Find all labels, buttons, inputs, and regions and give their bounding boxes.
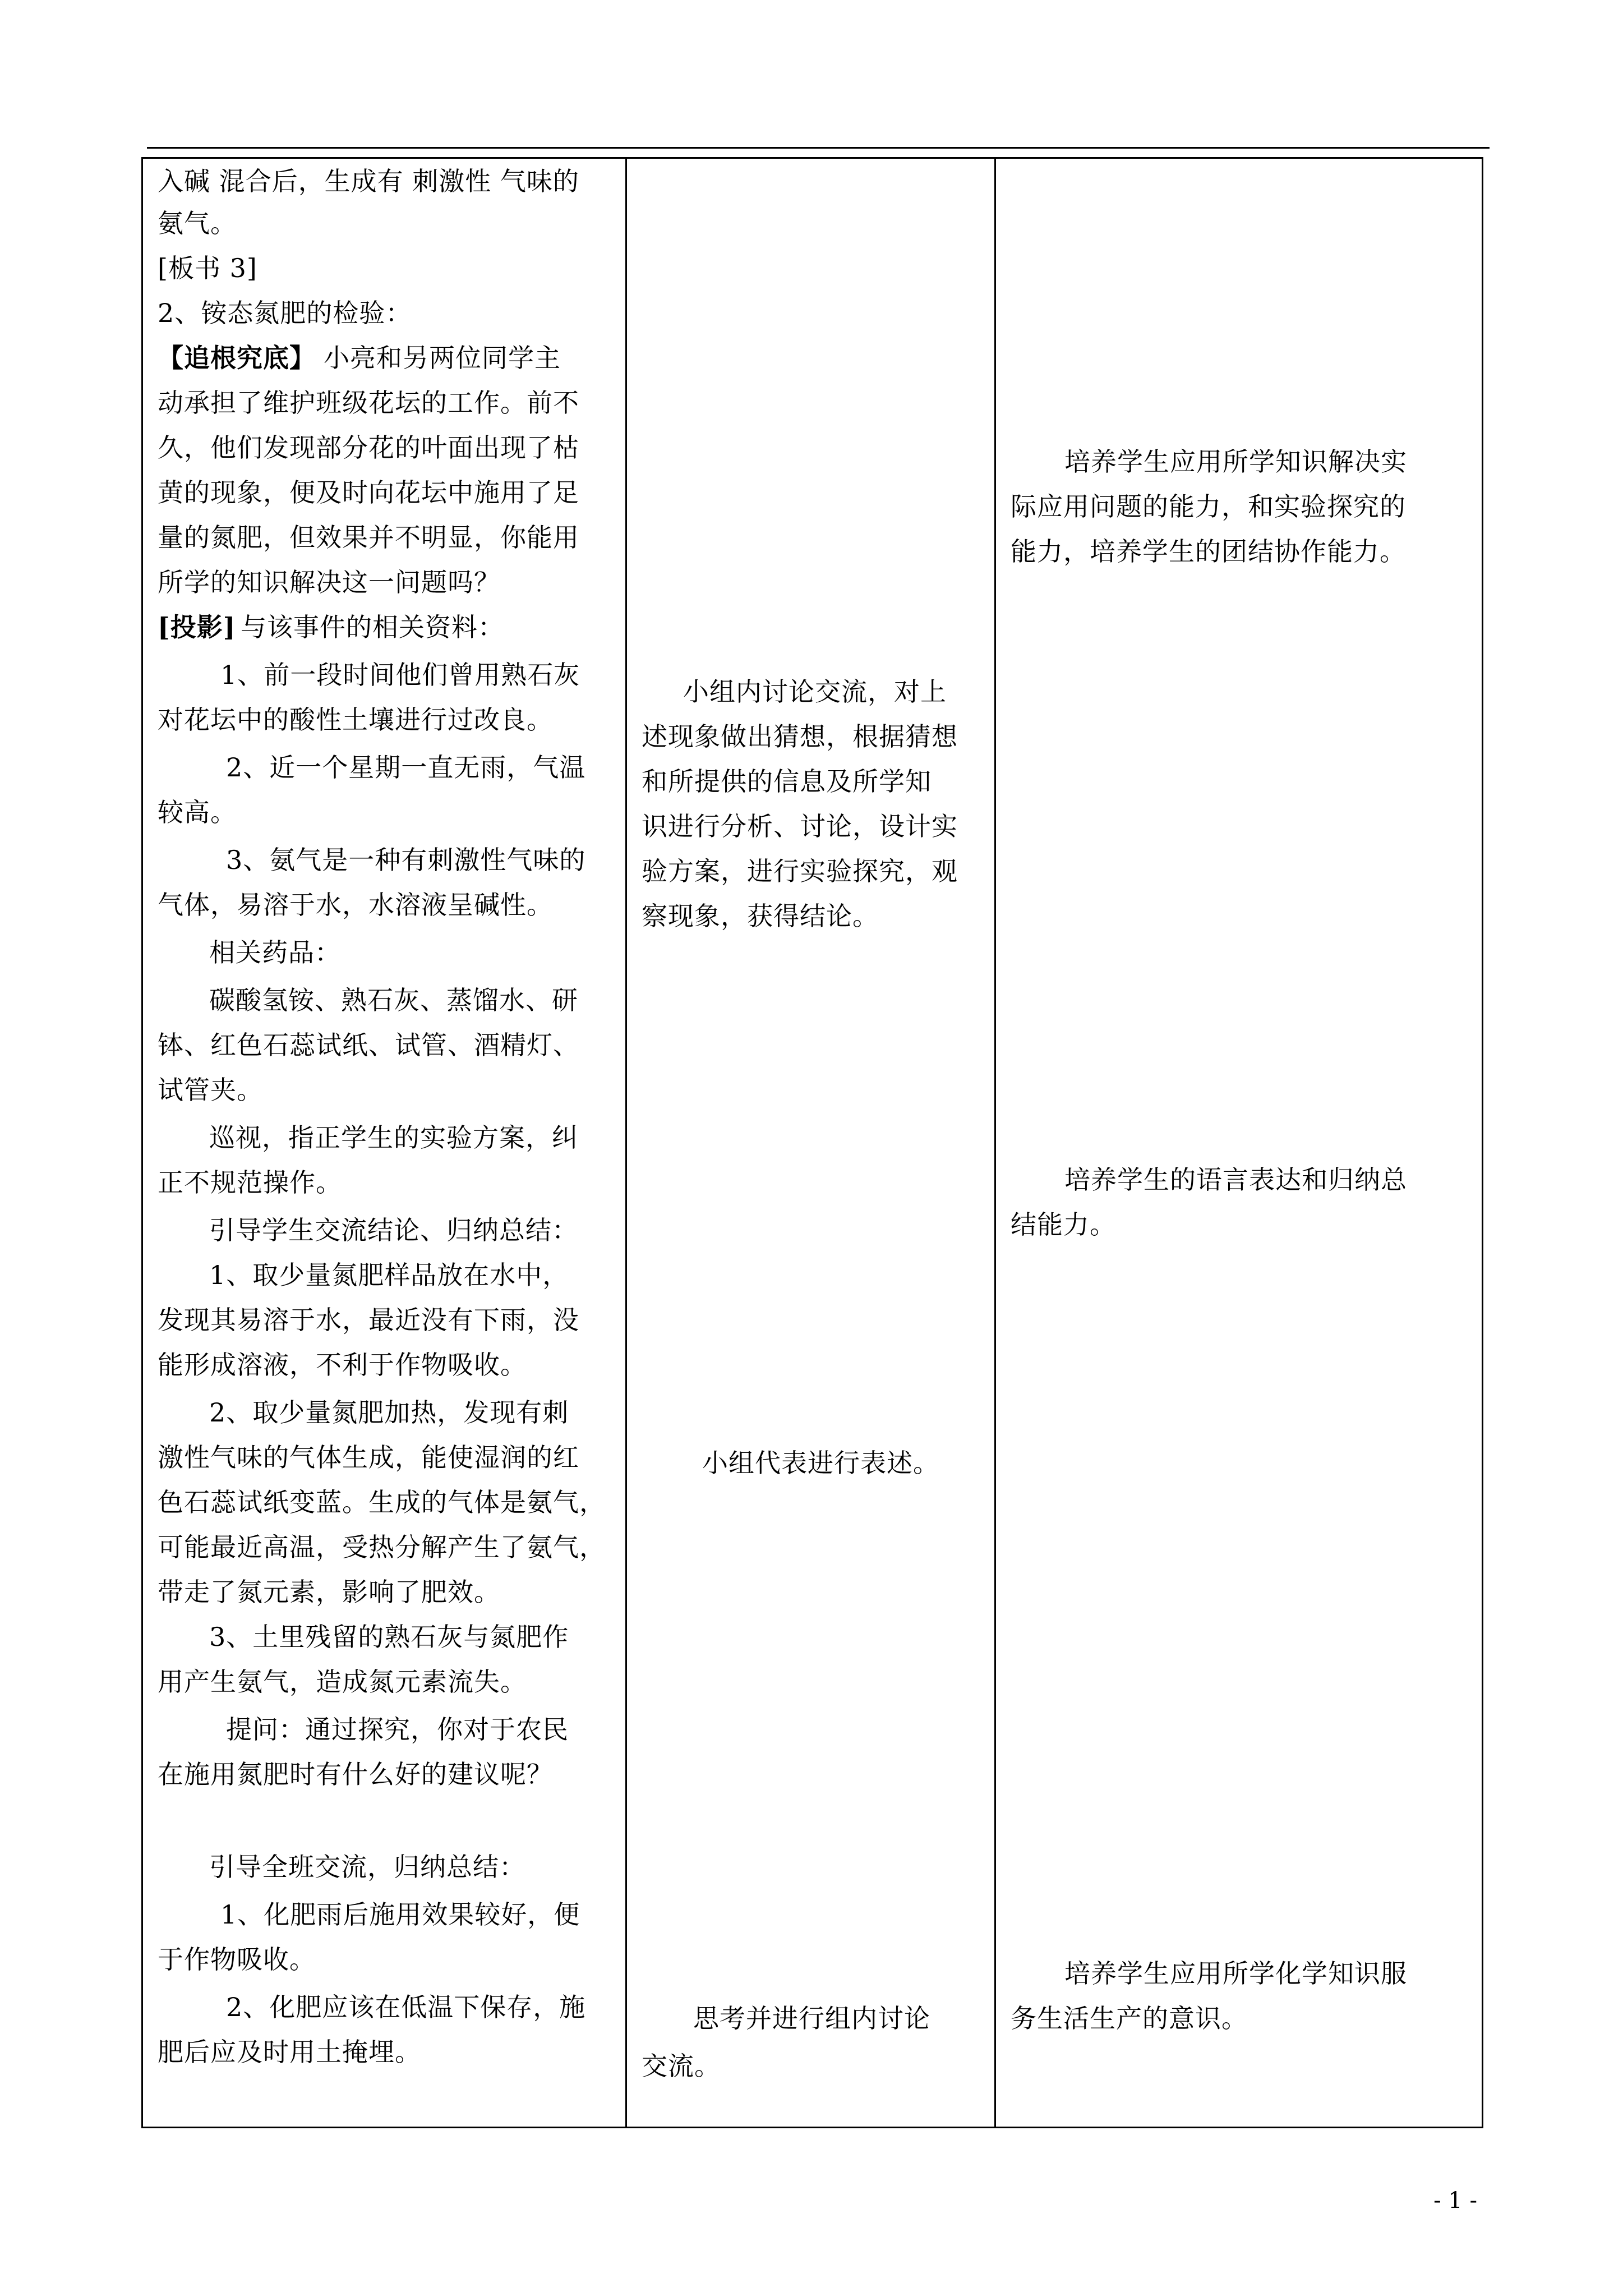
text-line: 3、土里残留的熟石灰与氮肥作 [209, 1622, 569, 1652]
text-line: 2、取少量氮肥加热，发现有刺 [209, 1397, 569, 1428]
text-line: 验方案，进行实验探究，观 [642, 856, 958, 886]
text-line: 引导学生交流结论、归纳总结： [209, 1215, 578, 1245]
text-line: 思考并进行组内讨论 [693, 2003, 930, 2033]
text-line: 所学的知识解决这一问题吗？ [158, 567, 500, 597]
text-line: 正不规范操作。 [158, 1167, 342, 1198]
text-line: 在施用氮肥时有什么好的建议呢？ [158, 1759, 553, 1789]
text-line: 2、近一个星期一直无雨，气温 [226, 752, 586, 783]
text-line: 于作物吸收。 [158, 1944, 316, 1975]
text-line: 小组代表进行表述。 [702, 1448, 939, 1478]
text-line: 对花坛中的酸性土壤进行过改良。 [158, 705, 553, 735]
text-line: 量的氮肥，但效果并不明显，你能用 [158, 522, 579, 553]
text-line: 带走了氮元素，影响了肥效。 [158, 1577, 500, 1607]
text-line: 察现象，获得结论。 [642, 901, 879, 931]
text-line: 黄的现象，便及时向花坛中施用了足 [158, 477, 579, 508]
text-line: 钵、红色石蕊试纸、试管、酒精灯、 [158, 1030, 579, 1060]
text-line: 碳酸氢铵、熟石灰、蒸馏水、研 [209, 985, 578, 1015]
text-line: 久，他们发现部分花的叶面出现了枯 [158, 432, 579, 463]
text-line: 氨气。 [158, 208, 237, 238]
text-line: 务生活生产的意识。 [1011, 2003, 1248, 2033]
text-line: 结能力。 [1011, 1209, 1116, 1240]
text-line: 与该事件的相关资料： [241, 612, 504, 642]
text-line: 激性气味的气体生成，能使湿润的红 [158, 1442, 579, 1473]
text-line: 试管夹。 [158, 1075, 263, 1105]
section-heading: [投影] [158, 612, 236, 642]
text-line: 述现象做出猜想，根据猜想 [642, 721, 958, 752]
text-line: 气体，易溶于水，水溶液呈碱性。 [158, 890, 553, 920]
text-line: 相关药品： [209, 937, 341, 968]
text-line: 色石蕊试纸变蓝。生成的气体是氨气， [158, 1487, 606, 1517]
text-line: 小亮和另两位同学主 [324, 343, 561, 373]
text-line: 引导全班交流，归纳总结： [209, 1852, 525, 1882]
text-line: 交流。 [642, 2051, 721, 2081]
text-line: 培养学生应用所学化学知识服 [1064, 1958, 1407, 1989]
text-line: 入碱 混合后，生成有 刺激性 气味的 [158, 166, 579, 196]
text-line: 2、化肥应该在低温下保存，施 [226, 1992, 586, 2022]
text-line: [板书 3] [158, 253, 257, 283]
text-line: 较高。 [158, 797, 237, 827]
text-line: 巡视，指正学生的实验方案，纠 [209, 1122, 578, 1153]
teacher-activity-cell [142, 158, 626, 2128]
text-line: 小组内讨论交流，对上 [683, 677, 947, 707]
text-line: 动承担了维护班级花坛的工作。前不 [158, 388, 579, 418]
text-line: 1、前一段时间他们曾用熟石灰 [220, 660, 580, 690]
header-rule [147, 147, 1490, 149]
text-line: 肥后应及时用土掩埋。 [158, 2037, 421, 2067]
text-line: 能力，培养学生的团结协作能力。 [1011, 536, 1406, 567]
text-line: 和所提供的信息及所学知 [642, 766, 932, 797]
text-line: 能形成溶液，不利于作物吸收。 [158, 1350, 527, 1380]
student-activity-cell [626, 158, 995, 2128]
text-line: 识进行分析、讨论，设计实 [642, 811, 958, 841]
text-line: 可能最近高温，受热分解产生了氨气， [158, 1532, 606, 1562]
text-line: 提问：通过探究，你对于农民 [226, 1714, 569, 1745]
lesson-plan-table [141, 157, 1483, 2128]
design-intent-cell [995, 158, 1483, 2128]
text-line: 发现其易溶于水，最近没有下雨，没 [158, 1305, 579, 1335]
text-line: 际应用问题的能力，和实验探究的 [1011, 491, 1406, 522]
text-line: 3、氨气是一种有刺激性气味的 [226, 845, 586, 875]
text-line: 2、铵态氮肥的检验： [158, 298, 412, 328]
page-number: - 1 - [1433, 2188, 1477, 2214]
text-line: 培养学生的语言表达和归纳总 [1064, 1165, 1407, 1195]
text-line: 1、取少量氮肥样品放在水中， [209, 1260, 569, 1290]
text-line: 1、化肥雨后施用效果较好，便 [220, 1899, 580, 1930]
text-line: 用产生氨气，造成氮元素流失。 [158, 1667, 527, 1697]
section-heading: 【追根究底】 [158, 343, 316, 373]
text-line: 培养学生应用所学知识解决实 [1064, 447, 1407, 477]
